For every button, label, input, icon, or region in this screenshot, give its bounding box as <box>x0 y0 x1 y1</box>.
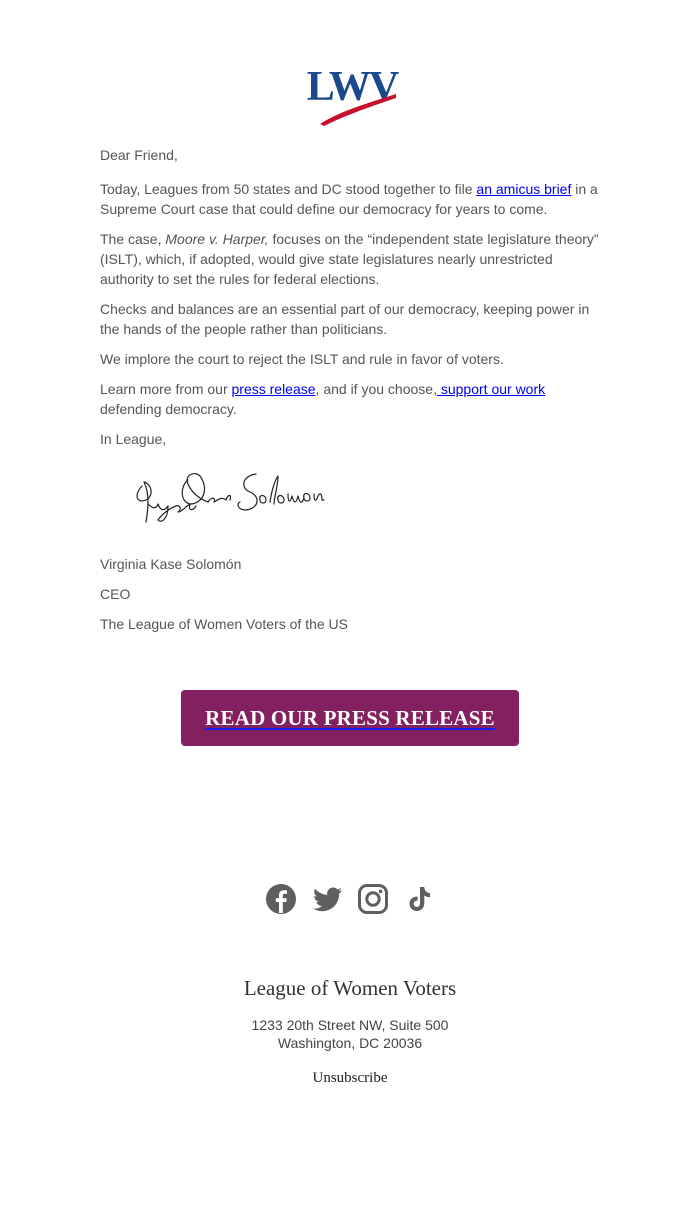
signoff <box>100 554 600 644</box>
facebook-icon[interactable] <box>264 882 298 916</box>
signer-name: Virginia Kase Solomón <box>100 556 242 572</box>
logo-text: LWV <box>306 64 398 110</box>
paragraph-amicus: Today, Leagues from 50 states and DC stood together to file an amicus brief in a Supreme Court case that could define our democracy for years to come. <box>100 181 598 217</box>
signer-org: The League of Women Voters of the US <box>100 616 349 632</box>
read-press-release-button[interactable] <box>181 690 519 746</box>
unsubscribe-link[interactable]: Unsubscribe <box>312 1070 388 1086</box>
paragraph-case: The case, Moore v. Harper, focuses on the “independent state legislature theory” (ISLT), which, if adopted, would give state legislatures nearly unrestricted authority to set the rules for federal elections. <box>100 231 599 287</box>
paragraph-implore: We implore the court to reject the ISLT and rule in favor of voters. <box>100 351 504 367</box>
unsubscribe <box>0 1070 700 1087</box>
case-name: Moore v. Harper, <box>165 231 269 247</box>
footer-org-name: League of Women Voters <box>243 976 457 1000</box>
closing: In League, <box>100 431 167 447</box>
support-our-work-link[interactable]: support our work <box>436 381 546 397</box>
read-press-release-label: READ OUR PRESS RELEASE <box>205 705 495 730</box>
lwv-logo <box>302 62 402 130</box>
signer-title: CEO <box>100 586 131 602</box>
press-release-link[interactable]: press release <box>231 381 316 397</box>
letter-body <box>100 145 600 459</box>
address-line-1: 1233 20th Street NW, Suite 500 <box>251 1017 449 1033</box>
instagram-icon[interactable] <box>356 882 390 916</box>
address-line-2: Washington, DC 20036 <box>277 1035 423 1051</box>
paragraph-checks: Checks and balances are an essential part of our democracy, keeping power in the hands of the people rather than politicians. <box>100 301 590 337</box>
amicus-brief-link[interactable]: an amicus brief <box>476 181 572 197</box>
social-links <box>264 880 436 918</box>
tiktok-icon[interactable] <box>402 882 436 916</box>
twitter-icon[interactable] <box>310 882 344 916</box>
ceo-signature <box>128 464 328 528</box>
footer-address <box>0 1016 700 1052</box>
greeting: Dear Friend, <box>100 147 178 163</box>
paragraph-learn-more: Learn more from our press release, and if you choose, support our work defending democracy. <box>100 381 546 417</box>
